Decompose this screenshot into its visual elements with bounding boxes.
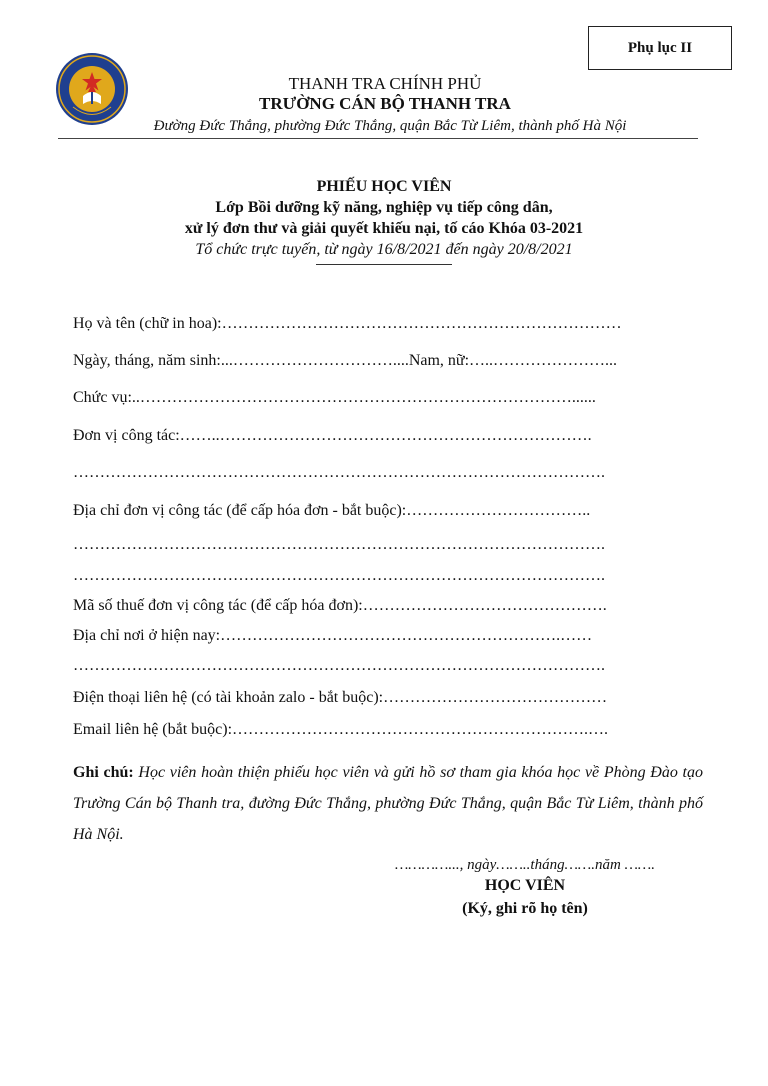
note-paragraph — [73, 757, 703, 850]
note-text: Học viên hoàn thiện phiếu học viên và gửi hồ sơ tham gia khóa học về Phòng Đào tạo Trường Cán bộ Thanh tra, đường Đức Thắng, phường Đức Thắng, quận Bắc Từ Liêm, thành phố Hà Nội. — [73, 764, 703, 843]
appendix-label: Phụ lục II — [588, 26, 732, 70]
field-home-address[interactable]: Địa chỉ nơi ở hiện nay:……………………………………………………….…… — [73, 627, 593, 644]
field-home-address-continued[interactable]: ………………………………………………………………………………………. — [73, 657, 605, 674]
field-workplace[interactable]: Đơn vị công tác:……..……………………………………………………………. — [73, 427, 592, 444]
note-label: Ghi chú: — [73, 764, 134, 781]
signature-date-line[interactable]: …………..., ngày……..tháng…….năm ……. — [394, 857, 656, 873]
course-name-line-1: Lớp Bồi dưỡng kỹ năng, nghiệp vụ tiếp công dân, — [215, 199, 553, 216]
field-phone[interactable]: Điện thoại liên hệ (có tài khoản zalo - bắt buộc):…………………………………… — [73, 689, 608, 706]
field-workplace-address-continued-1[interactable]: ………………………………………………………………………………………. — [73, 536, 605, 553]
title-divider — [316, 264, 452, 265]
school-address: Đường Đức Thắng, phường Đức Thắng, quận Bắc Từ Liêm, thành phố Hà Nội — [153, 118, 627, 134]
signature-title: HỌC VIÊN — [484, 877, 566, 894]
school-logo — [55, 52, 129, 126]
field-email[interactable]: Email liên hệ (bắt buộc):………………………………………………………….…. — [73, 721, 609, 738]
signature-hint: (Ký, ghi rõ họ tên) — [462, 900, 588, 917]
field-full-name[interactable]: Họ và tên (chữ in hoa):………………………………………………………………… — [73, 315, 622, 332]
field-tax-code[interactable]: Mã số thuế đơn vị công tác (để cấp hóa đơn):………………………………………. — [73, 597, 607, 614]
field-workplace-address-continued-2[interactable]: ………………………………………………………………………………………. — [73, 567, 605, 584]
document-title: PHIẾU HỌC VIÊN — [316, 178, 452, 195]
field-workplace-continued[interactable]: ………………………………………………………………………………………. — [73, 464, 605, 481]
school-name: TRƯỜNG CÁN BỘ THANH TRA — [259, 94, 511, 113]
agency-name: THANH TRA CHÍNH PHỦ — [288, 74, 482, 93]
field-birth-date-gender[interactable]: Ngày, tháng, năm sinh:...…………………………....Nam, nữ:…..…………………... — [73, 352, 618, 369]
course-schedule: Tổ chức trực tuyến, từ ngày 16/8/2021 đến ngày 20/8/2021 — [195, 241, 573, 258]
header-divider — [58, 138, 698, 139]
course-name-line-2: xử lý đơn thư và giải quyết khiếu nại, tố cáo Khóa 03-2021 — [184, 220, 584, 237]
field-position[interactable]: Chức vụ:..………………………………………………………………………...... — [73, 389, 596, 406]
field-workplace-address[interactable]: Địa chỉ đơn vị công tác (để cấp hóa đơn - bắt buộc):…………………………….. — [73, 502, 591, 519]
